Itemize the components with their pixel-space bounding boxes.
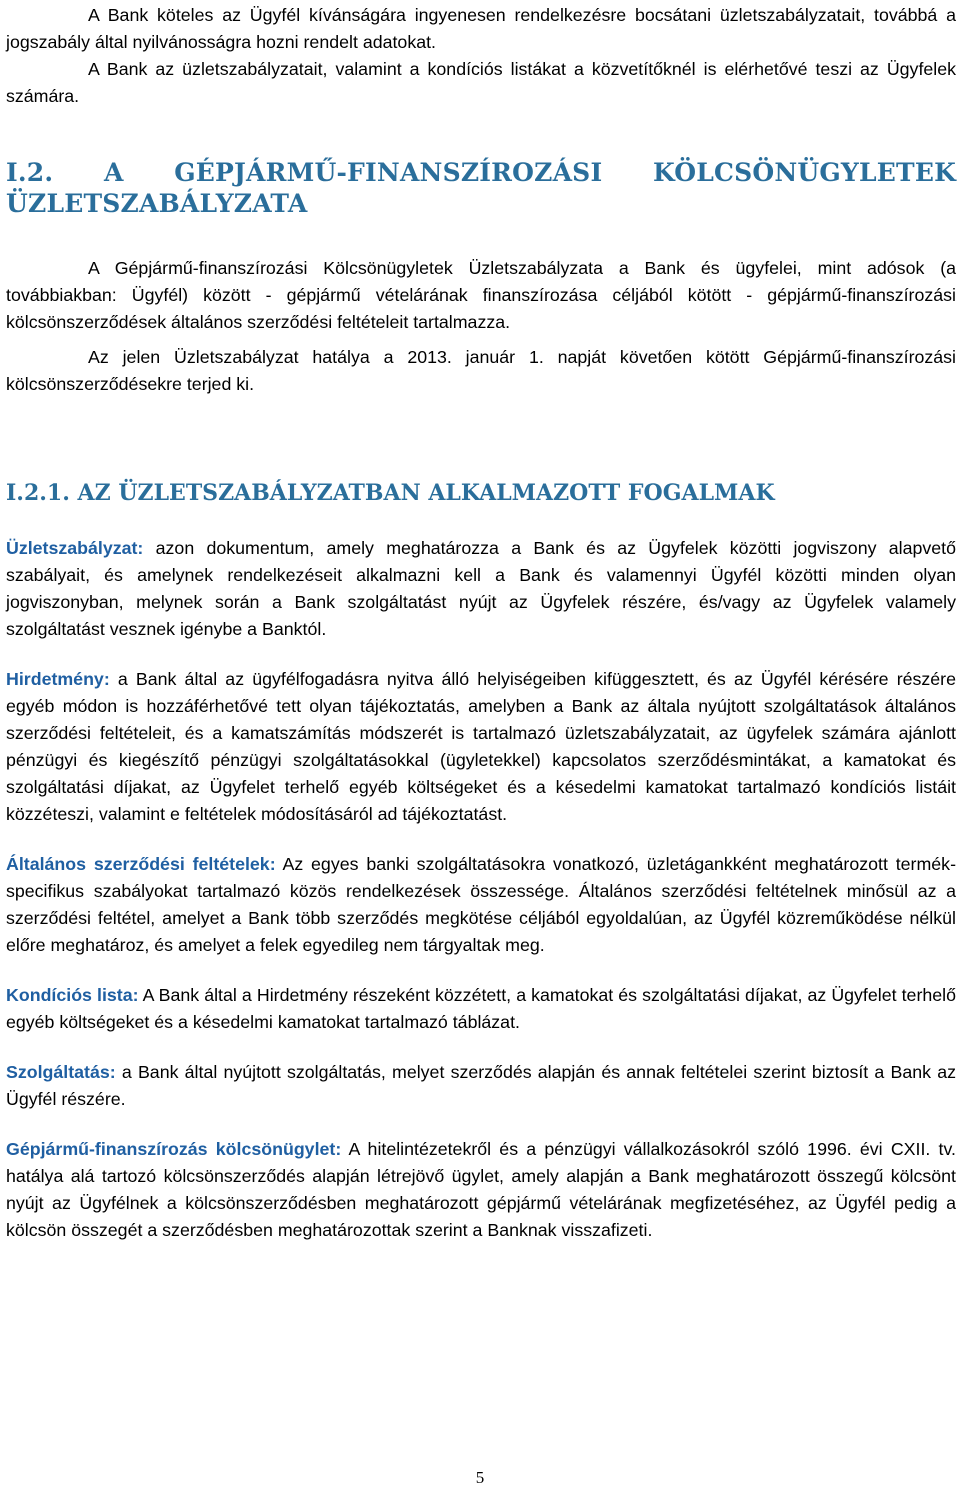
- definition-text: azon dokumentum, amely meghatározza a Bank és az Ügyfelek közötti jogviszony alapvető szabályait, és amelynek rendelkezéseit alkalmazni kell a Bank és valamennyi Ügyfél közötti minden olyan jogviszonyban, melynek során a Bank szolgáltatást nyújt az Ügyfelek részére, és/vagy az Ügyfelek valamely szolgáltatást vesznek igénybe a Banktól.: [6, 538, 956, 639]
- definition-uzletszabalyzat: [6, 535, 956, 643]
- definition-term: Üzletszabályzat:: [6, 538, 144, 558]
- section-paragraph-1: A Gépjármű-finanszírozási Kölcsönügyletek Üzletszabályzata a Bank és ügyfelei, mint adósok (a továbbiakban: Ügyfél) között - gépjármű vételárának finanszírozása céljából kötött - gépjármű-finanszírozási kölcsönszerződések általános szerződési feltételeit tartalmazza.: [6, 258, 956, 332]
- definition-szolgaltatas: [6, 1059, 956, 1113]
- definitions-list: [6, 535, 956, 1244]
- section-title-part-b: GÉPJÁRMŰ-FINANSZÍROZÁSI: [174, 158, 603, 187]
- section-paragraph-2: Az jelen Üzletszabályzat hatálya a 2013. január 1. napját követően kötött Gépjármű-finanszírozási kölcsönszerződésekre terjed ki.: [6, 347, 956, 394]
- section-body: [6, 255, 956, 398]
- subsection-heading: I.2.1. AZ ÜZLETSZABÁLYZATBAN ALKALMAZOTT FOGALMAK: [6, 480, 775, 506]
- definition-hirdetmeny: [6, 666, 956, 828]
- section-heading: [6, 158, 956, 218]
- section-title-part-a: A: [103, 158, 124, 187]
- definition-term: Gépjármű-finanszírozás kölcsönügylet:: [6, 1139, 342, 1159]
- definition-text: a Bank által nyújtott szolgáltatás, melyet szerződés alapján és annak feltételei szerint biztosít a Bank az Ügyfél részére.: [6, 1062, 956, 1109]
- definition-text: Az egyes banki szolgáltatásokra vonatkozó, üzletágankként meghatározott termék-specifikus szabályokat tartalmazó közös rendelkezések összessége. Általános szerződési feltételnek minősül az a szerződési feltétel, amelyet a Bank több szerződés megkötése céljából egyoldalúan, az Ügyfél közreműködése nélkül előre meghatároz, és amelyet a felek egyedileg nem tárgyaltak meg.: [6, 854, 956, 955]
- intro-block: [6, 2, 956, 110]
- definition-text: A Bank által a Hirdetmény részeként közzétett, a kamatokat és szolgáltatási díjakat, az Ügyfelet terhelő egyéb költségeket és a késedelmi kamatokat tartalmazó táblázat.: [6, 985, 956, 1032]
- definition-term: Szolgáltatás:: [6, 1062, 116, 1082]
- intro-paragraph-1: A Bank köteles az Ügyfél kívánságára ingyenesen rendelkezésre bocsátani üzletszabályzatait, továbbá a jogszabály által nyilvánosságra hozni rendelt adatokat.: [6, 5, 956, 52]
- definition-text: a Bank által az ügyfélfogadásra nyitva álló helyiségeiben kifüggesztett, és az Ügyfél kérésére részére egyéb módon is hozzáférhetővé tett olyan tájékoztatás, amelyben a Bank az általa nyújtott szolgáltatások általános szerződési feltételeit, és a kamatszámítás módszerét is tartalmazó üzletszabályzatait, az ügyfelek számára ajánlott pénzügyi és kiegészítő pénzügyi szolgáltatásokkal (ügyletekkel) kapcsolatos szerződésmintákat, a kamatokat és szolgáltatási díjakat, az Ügyfelet terhelő egyéb költségeket és a késedelmi kamatokat tartalmazó kondíciós listáit közzéteszi, valamint e feltételek módosításáról ad tájékoztatást.: [6, 669, 956, 824]
- definition-term: Kondíciós lista:: [6, 985, 139, 1005]
- section-number: I.2.: [6, 158, 54, 187]
- definition-text: A hitelintézetekről és a pénzügyi vállalkozásokról szóló 1996. évi CXII. tv. hatálya alá tartozó kölcsönszerződés alapján létrejövő ügylet, amely alapján a Bank meghatározott összegű kölcsönt nyújt az Ügyfélnek a kölcsönszerződésben meghatározott gépjármű vételárának megfizetéséhez, az Ügyfél pedig a kölcsön összegét a szerződésben meghatározottak szerint a Banknak visszafizeti.: [6, 1139, 956, 1240]
- definition-altalanos-szerzodesi-feltetelek: [6, 851, 956, 959]
- page-number: 5: [475, 1468, 485, 1487]
- section-title-part-c: KÖLCSÖNÜGYLETEK: [652, 158, 956, 187]
- intro-paragraph-2: A Bank az üzletszabályzatait, valamint a kondíciós listákat a közvetítőknél is elérhetővé teszi az Ügyfelek számára.: [6, 59, 956, 106]
- definition-term: Hirdetmény:: [6, 669, 110, 689]
- definition-gepjarmu-finanszirozas: [6, 1136, 956, 1244]
- section-title-line2: ÜZLETSZABÁLYZATA: [6, 189, 308, 218]
- definition-kondicios-lista: [6, 982, 956, 1036]
- definition-term: Általános szerződési feltételek:: [6, 854, 276, 874]
